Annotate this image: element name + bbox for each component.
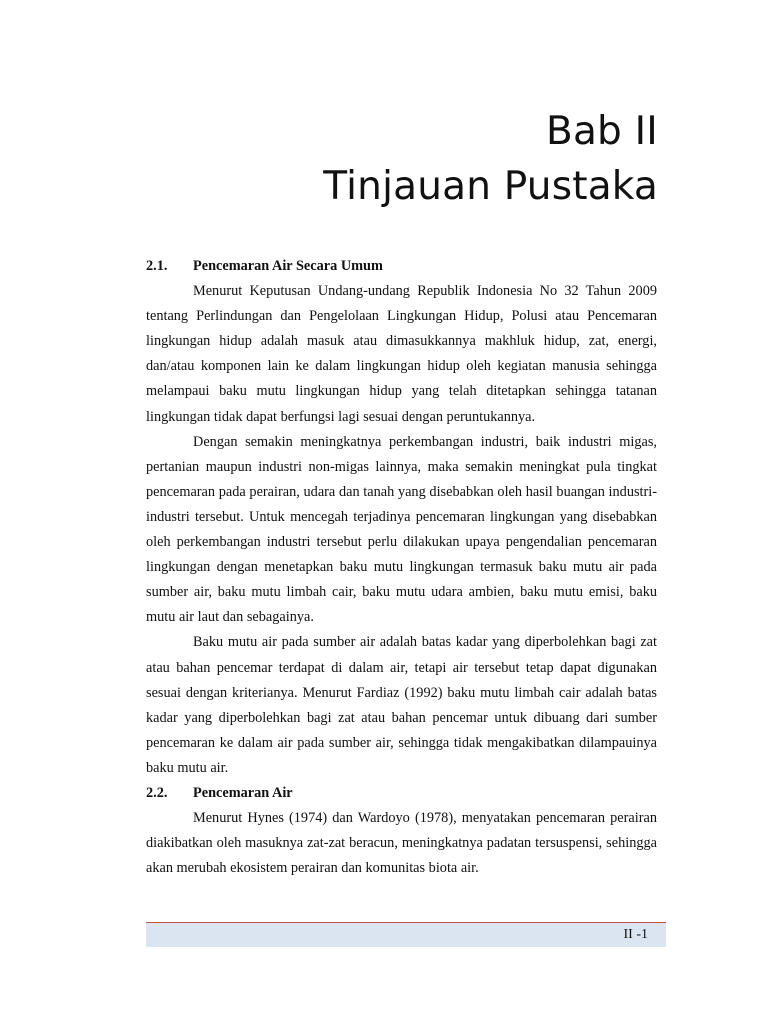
chapter-label: Bab II [545,109,658,154]
page-number: II -1 [623,927,648,942]
section-number: 2.2. [146,784,168,801]
section-heading-2-2 [146,781,657,806]
paragraph: Menurut Keputusan Undang-undang Republik Indonesia No 32 Tahun 2009 tentang Perlindungan dan Pengelolaan Lingkungan Hidup, Polusi atau Pencemaran lingkungan hidup adalah masuk atau dimasukkannya makhluk hidup, zat, energi, dan/atau komponen lain ke dalam lingkungan hidup oleh kegiatan manusia sehingga melampaui baku mutu lingkungan hidup yang telah ditetapkan sehingga tatanan lingkungan tidak dapat berfungsi lagi sesuai dengan peruntukannya. [146,283,657,425]
page-footer [146,922,666,947]
section-title: Pencemaran Air Secara Umum [193,258,383,274]
section-number: 2.1. [146,258,168,274]
paragraph: Menurut Hynes (1974) dan Wardoyo (1978), menyatakan pencemaran perairan diakibatkan oleh masuknya zat-zat beracun, meningkatnya padatan tersuspensi, sehingga akan merubah ekosistem perairan dan komunitas biota air. [146,810,657,877]
paragraph: Baku mutu air pada sumber air adalah batas kadar yang diperbolehkan bagi zat atau bahan pencemar terdapat di dalam air, tetapi air tersebut tetap dapat digunakan sesuai dengan kriterianya. Menurut Fardiaz (1992) baku mutu limbah cair adalah batas kadar yang diperbolehkan bagi zat atau bahan pencemar untuk dibuang dari sumber pencemaran ke dalam air pada sumber air, sehingga tidak mengakibatkan dilampauinya baku mutu air. [146,634,657,776]
body-content [146,254,657,881]
chapter-heading [323,104,658,214]
paragraph: Dengan semakin meningkatnya perkembangan industri, baik industri migas, pertanian maupun industri non-migas lainnya, maka semakin meningkat pula tingkat pencemaran pada perairan, udara dan tanah yang disebabkan oleh hasil buangan industri-industri tersebut. Untuk mencegah terjadinya pencemaran lingkungan yang disebabkan oleh perkembangan industri tersebut perlu dilakukan upaya pengendalian pencemaran lingkungan dengan menetapkan baku mutu lingkungan termasuk baku mutu air pada sumber air, baku mutu limbah cair, baku mutu udara ambien, baku mutu emisi, baku mutu air laut dan sebagainya. [146,433,657,626]
section-title: Pencemaran Air [193,784,293,801]
section-heading-2-1 [146,254,657,279]
chapter-title: Tinjauan Pustaka [323,164,658,209]
